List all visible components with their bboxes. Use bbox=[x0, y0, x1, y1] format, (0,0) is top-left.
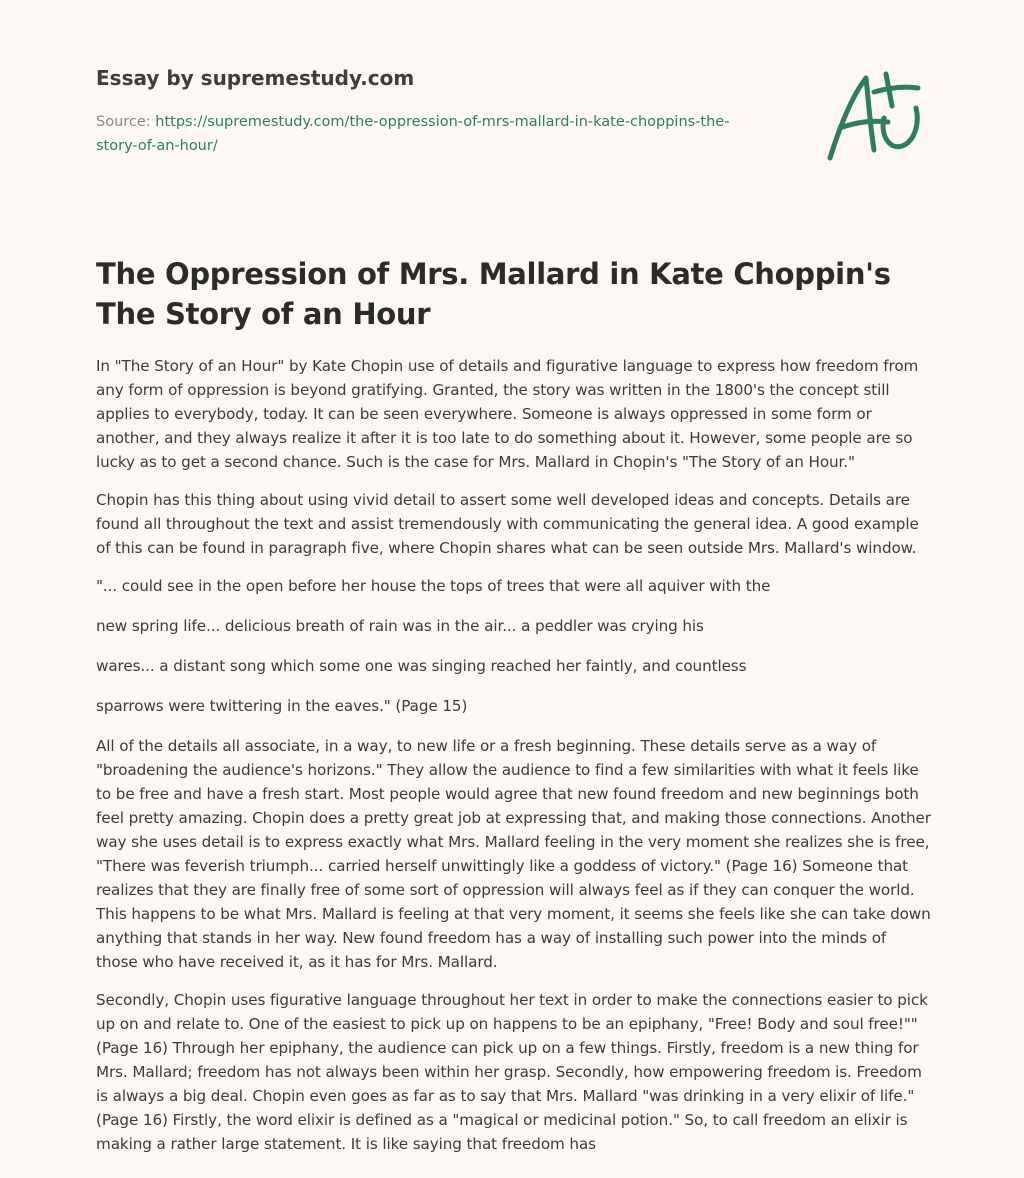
source-label: Source: bbox=[96, 114, 151, 130]
essay-title: The Oppression of Mrs. Mallard in Kate Choppin's The Story of an Hour bbox=[96, 257, 891, 331]
essay-paragraph-1: In "The Story of an Hour" by Kate Chopin use of details and figurative language to express how freedom from any form of oppression is beyond gratifying. Granted, the story was written in the 1800's the concept still applies to everybody, today. It can be seen everywhere. Someone is always oppressed in some form or another, and they always realize it after it is too late to do something about it. However, some people are so lucky as to get a second chance. Such is the case for Mrs. Mallard in Chopin's "The Story of an Hour." bbox=[96, 357, 919, 471]
essay-paragraph-3: All of the details all associate, in a way, to new life or a fresh beginning. These details serve as a way of "broadening the audience's horizons." They allow the audience to find a few similarities with what it feels like to be free and have a fresh start. Most people would agree that new found freedom and new beginnings both feel pretty amazing. Chopin does a pretty great job at expressing that, and making those connections. Another way she uses detail is to express exactly what Mrs. Mallard feeling in the very moment she realizes she is free, "There was feverish triumph... carried herself unwittingly like a goddess of victory." (Page 16) Someone that realizes that they are finally free of some sort of oppression will always feel as if they can conquer the world. This happens to be what Mrs. Mallard is feeling at that very moment, it seems she feels like she can take down anything that stands in her way. New found freedom has a way of installing such power into the minds of those who have received it, as it has for Mrs. Mallard. bbox=[96, 737, 931, 971]
essay-paragraph-4: Secondly, Chopin uses figurative language throughout her text in order to make the connections easier to pick up on and relate to. One of the easiest to pick up on happens to be an epiphany, "Free! Body and soul free!"" (Page 16) Through her epiphany, the audience can pick up on a few things. Firstly, freedom is a new thing for Mrs. Mallard; freedom has not always been within her grasp. Secondly, how empowering freedom is. Freedom is always a big deal. Chopin even goes as far as to say that Mrs. Mallard "was drinking in a very elixir of life." (Page 16) Firstly, the word elixir is defined as a "magical or medicinal potion." So, to call freedom an elixir is making a rather large statement. It is like saying that freedom has bbox=[96, 991, 928, 1153]
source-link[interactable] bbox=[96, 114, 729, 154]
quote-line-3: wares... a distant song which some one was singing reached her faintly, and countless bbox=[96, 657, 747, 675]
a-plus-grade-icon bbox=[822, 66, 926, 164]
essay-article bbox=[96, 254, 932, 1170]
essay-header bbox=[96, 64, 776, 158]
source-line bbox=[96, 110, 776, 158]
quote-line-2: new spring life... delicious breath of rain was in the air... a peddler was crying his bbox=[96, 617, 704, 635]
essay-paragraph-2: Chopin has this thing about using vivid detail to assert some well developed ideas and concepts. Details are found all throughout the text and assist tremendously with communicating the general idea. A good example of this can be found in paragraph five, where Chopin shares what can be seen outside Mrs. Mallard's window. bbox=[96, 491, 919, 557]
quote-line-1: "... could see in the open before her house the tops of trees that were all aquiver with the bbox=[96, 577, 771, 595]
source-link-line1: https://supremestudy.com/the-oppression-of-mrs-mallard-in-kate-choppins-the- bbox=[155, 114, 730, 130]
site-title: Essay by supremestudy.com bbox=[96, 66, 415, 90]
quote-line-4: sparrows were twittering in the eaves." (Page 15) bbox=[96, 697, 468, 715]
source-link-line2: story-of-an-hour/ bbox=[96, 138, 218, 154]
